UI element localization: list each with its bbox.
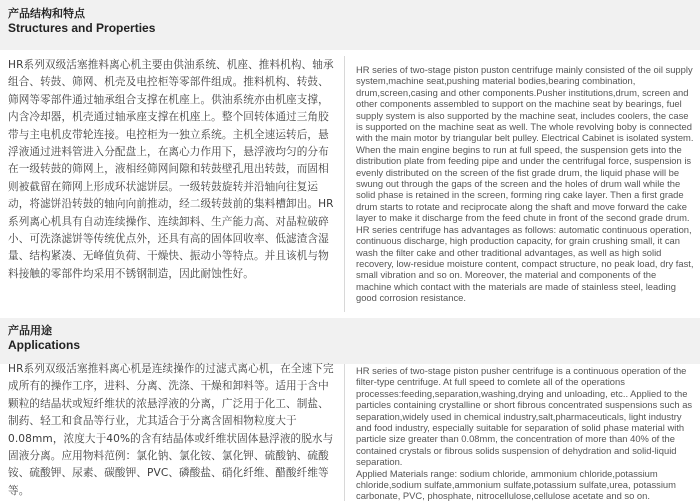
section2-body-en: HR series of two-stage piston pusher centrifuge is a continuous operation of the filter-type centrifuge. At full speed to comlete all of the operations processes:feeding,separation,washing,drying and unloading, etc.. Applied to the particles containing crystalline or short fibrous concentrated suspensions such as separation,widely used in chemical industry,salt,pharmaceuticals, light industry and food industry, especially suitable for separation of solid phase material with particle size greater than 0.08mm, the concentration of more than 40% of the contained crystals or fibrous solids suspension of dehydration and solid-liquid separation. Applied Materials range: sodium chloride, ammonium chloride,potassium chloride,sodium sulfate,ammonium sulfate,potassium sulfate,urea, potassium carbonate, PVC, phosphate, nitrocellulose,cellulose acetate and so on. bbox=[356, 365, 693, 502]
section2-title-en: Applications bbox=[8, 338, 81, 352]
section1-title-zh: 产品结构和特点 bbox=[8, 7, 85, 20]
section1-heading bbox=[8, 7, 155, 36]
section2-header-band bbox=[0, 318, 700, 364]
section1-title-en: Structures and Properties bbox=[8, 21, 156, 35]
column-divider-2 bbox=[344, 364, 345, 501]
column-divider-1 bbox=[344, 56, 345, 312]
section2-heading bbox=[8, 324, 80, 353]
section1-body-zh: HR系列双级活塞推料离心机主要由供油系统、机座、推料机构、轴承组合、转鼓、筛网、机壳及电控柜等零部件组成。推料机构、转鼓、筛网等零部件通过轴承组合支撑在机座上。供油系统亦由机座支撑，内含冷却器，机壳通过轴承座支撑在机座上。整个回转体通过三角胶带与主电机皮带轮连接。电控柜为一独立系统。主机全速运转后，悬浮液通过进料管进入分配盘上，在离心力作用下，悬浮液均匀的分布在一级转鼓的筛网上，液相经筛网间隙和转鼓壁孔甩出转鼓，而固相则被截留在筛网上形成环状滤饼层。一级转鼓旋转并沿轴向往复运动，将滤饼沿转鼓的轴向向前推动，经二级转鼓前的集料槽卸出。HR系列离心机具有自动连续操作、连续卸料、生产能力高、对晶粒破碎小、可洗涤滤饼等传统优点外，还具有高的固体回收率、低滤渣含湿量、结构紧凑、无峰值负荷、干燥快、振动小等特点。并且该机与物料接触的零部件均采用不锈钢制造，因此耐蚀性好。 bbox=[8, 59, 334, 280]
section2-body-zh: HR系列双级活塞推料离心机是连续操作的过滤式离心机，在全速下完成所有的操作工序，进料、分离、洗涤、干燥和卸料等。适用于含中颗粒的结晶状或短纤维状的浓悬浮液的分离，广泛用于化工、制盐、制药、轻工和食品等行业，尤其适合于分离含固相物粒度大于0.08mm，浓度大于40%的含有结晶体或纤维状固体悬浮液的脱水与固液分离。应用物料范例：氯化钠、氯化铵、氯化钾、硫酸钠、硫酸铵、硫酸钾、尿素、碳酸钾、PVC、磷酸盐、硝化纤维、醋酸纤维等等。 bbox=[8, 363, 334, 497]
section2-title-zh: 产品用途 bbox=[8, 324, 52, 337]
section1-body-en: HR series of two-stage piston puston centrifuge mainly consisted of the oil supply system,machine seat,pushing material bodies,bearing combination, drum,screen,casing and other components.Pusher institutions,drum, screen and other components assembled to support on the machine seat by bearings, fuel supply system is also supported by the machine seat, includes coolers, the case is supported on the machine seat as well. The whole revolving boby is connected with the main motor by triangular belt pulley. Electrical Cabinet is isolated system. When the main engine begins to run at full speed, the suspension gets into the distribution plate from feeding pipe and under the centrifugal force, suspension is evenly distributed on the screen of the fist grade drum, the liquid phase will be swung out through the gaps of the screen and the holes of drum wall while the solid phase is retained in the screen, forming ring cake layer. Then a first grade drum starts to rotate and reciprocate along the shaft and move forward the cake layer to make it discharge from the feed chute in front of the second grade drum. HR series centrifuge has advantages as follows: automatic continuous operation, continuous discharge, high production capacity, for grain crushing small, it can wash the filter cake and other traditional advantages, as well as high solid recovery, low-residue moisture content, compact structure, no peak load, dry fast, small vibration and so on. Moreover, the material and components of the machine which contact with the materials are made of stainless steel, leading good corrosion resistance. bbox=[356, 64, 694, 304]
